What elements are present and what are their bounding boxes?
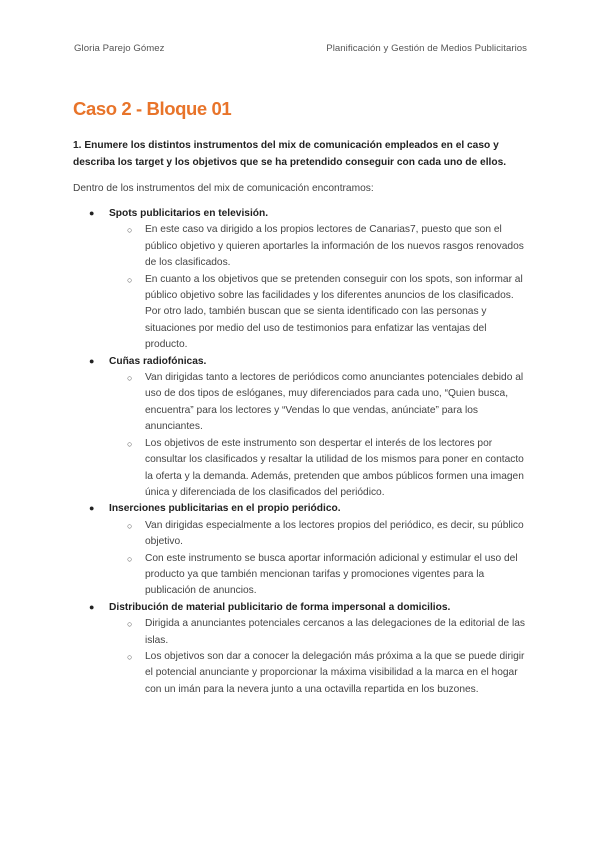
intro-paragraph: Dentro de los instrumentos del mix de comunicación encontramos: xyxy=(73,183,374,194)
sublist xyxy=(109,518,528,600)
item-title: Inserciones publicitarias en el propio periódico. xyxy=(109,503,341,515)
list-item-radio-spots xyxy=(73,354,528,502)
sublist xyxy=(109,222,528,353)
instruments-list xyxy=(73,206,528,698)
circle-bullet-icon: ○ xyxy=(127,651,133,662)
circle-bullet-icon: ○ xyxy=(127,553,133,564)
sublist xyxy=(109,370,528,501)
bullet-icon: ● xyxy=(89,503,95,514)
sublist-item xyxy=(109,436,528,502)
list-item-home-distribution xyxy=(73,600,528,698)
header-course: Planificación y Gestión de Medios Publicitarios xyxy=(326,43,527,54)
sublist-item-text: En este caso va dirigido a los propios lectores de Canarias7, puesto que son el público objetivo y quieren aportarles la información de los nuevos rasgos renovados de los clasificados. xyxy=(145,224,524,269)
header-author: Gloria Parejo Gómez xyxy=(74,43,165,54)
sublist-item xyxy=(109,272,528,354)
circle-bullet-icon: ○ xyxy=(127,225,133,236)
list-item-newspaper-inserts xyxy=(73,501,528,599)
circle-bullet-icon: ○ xyxy=(127,274,133,285)
circle-bullet-icon: ○ xyxy=(127,619,133,630)
document-title: Caso 2 - Bloque 01 xyxy=(73,98,232,119)
item-title: Spots publicitarios en televisión. xyxy=(109,208,269,219)
page-header xyxy=(74,43,527,54)
bullet-icon: ● xyxy=(89,355,95,366)
sublist-item-text: Los objetivos de este instrumento son despertar el interés de los lectores por consultar los clasificados y resaltar la utilidad de los mismos para poner en contacto la oferta y la demanda. Además, pretenden que ambos públicos formen una imagen única y diferenciada de los clasificados del periódico. xyxy=(145,437,524,498)
sublist-item xyxy=(109,616,528,649)
sublist-item-text: Los objetivos son dar a conocer la delegación más próxima a la que se puede dirigir el potencial anunciante y proporcionar la máxima visibilidad a la marca en el hogar con un imán para la nevera junto a una octavilla repartida en los buzones. xyxy=(145,650,525,695)
sublist-item xyxy=(109,649,528,698)
sublist-item xyxy=(109,551,528,600)
sublist-item-text: Van dirigidas tanto a lectores de periódicos como anunciantes potenciales debido al uso de dos tipos de eslóganes, muy diferenciados para cada uno, “Quien busca, encuentra” para los lectores y “Vendas lo que vendas, anúnciate” para los anunciantes. xyxy=(145,372,524,433)
sublist-item xyxy=(109,518,528,551)
question-heading: 1. Enumere los distintos instrumentos del mix de comunicación empleados en el caso y describa los target y los objetivos que se ha pretendido conseguir con cada uno de ellos. xyxy=(73,140,507,168)
circle-bullet-icon: ○ xyxy=(127,520,133,531)
sublist-item-text: En cuanto a los objetivos que se pretenden conseguir con los spots, son informar al público objetivo sobre las facilidades y los diferentes anuncios de los clasificados. Por otro lado, también buscan que se sienta identificado con las personas y situaciones por medio del uso de testimonios para enfatizar las ventajas del producto. xyxy=(145,273,523,351)
list-item-tv-spots xyxy=(73,206,528,354)
circle-bullet-icon: ○ xyxy=(127,373,133,384)
sublist-item xyxy=(109,222,528,271)
bullet-icon: ● xyxy=(89,208,95,218)
circle-bullet-icon: ○ xyxy=(127,438,133,449)
sublist-item-text: Van dirigidas especialmente a los lectores propios del periódico, es decir, su público objetivo. xyxy=(145,519,524,548)
sublist-item-text: Con este instrumento se busca aportar información adicional y estimular el uso del producto ya que también mencionan tarifas y promociones vigentes para la publicación de anuncios. xyxy=(145,552,518,597)
sublist xyxy=(109,616,528,698)
item-title: Distribución de material publicitario de forma impersonal a domicilios. xyxy=(109,601,451,613)
sublist-item xyxy=(109,370,528,436)
bullet-icon: ● xyxy=(89,601,95,612)
item-title: Cuñas radiofónicas. xyxy=(109,355,207,367)
sublist-item-text: Dirigida a anunciantes potenciales cercanos a las delegaciones de la editorial de las islas. xyxy=(145,618,526,646)
